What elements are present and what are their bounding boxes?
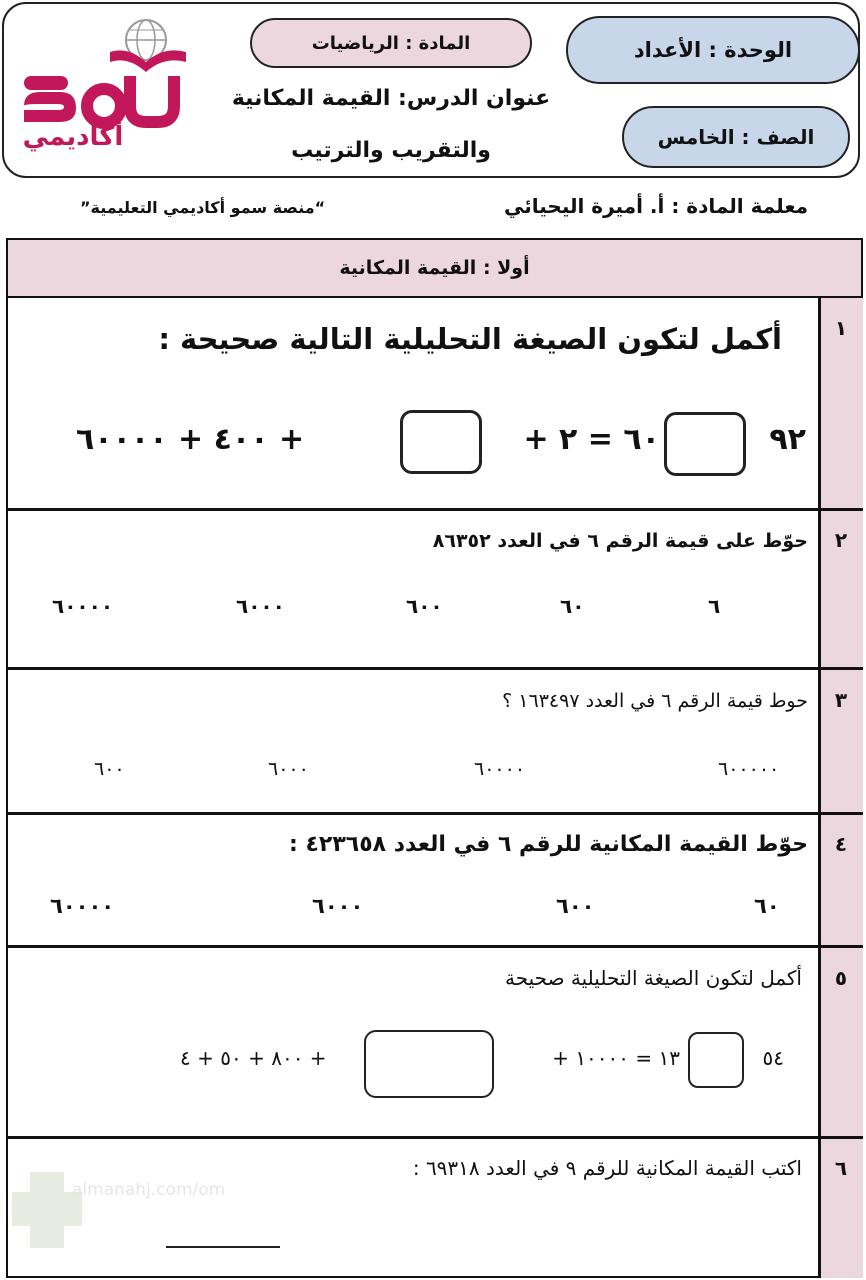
unit-pill: الوحدة : الأعداد [566, 16, 860, 84]
row-divider [6, 508, 863, 511]
question-text: أكمل لتكون الصيغة التحليلية صحيحة [504, 966, 802, 990]
subject-pill: المادة : الرياضيات [250, 18, 532, 68]
answer-line[interactable] [166, 1246, 280, 1248]
grade-pill: الصف : الخامس [622, 106, 850, 168]
answer-option[interactable]: ٦٠٠٠٠ [50, 894, 115, 918]
question-number: ٤ [834, 832, 848, 856]
row-divider [6, 667, 863, 670]
answer-option[interactable]: ٦٠ [754, 894, 780, 918]
number-column [818, 296, 863, 1278]
equation-right: + ٤٠٠ + ٦٠٠٠٠ [76, 422, 305, 457]
question-text: أكمل لتكون الصيغة التحليلية التالية صحيحة : [158, 322, 782, 356]
question-number: ٣ [834, 688, 848, 712]
answer-option[interactable]: ٦٠٠٠٠٠ [718, 758, 780, 780]
question-text: اكتب القيمة المكانية للرقم ٩ في العدد ٦٩٣١٨ : [412, 1156, 802, 1180]
answer-option[interactable]: ٦ [708, 594, 721, 618]
answer-box[interactable] [364, 1030, 494, 1098]
answer-option[interactable]: ٦٠٠٠ [268, 758, 309, 780]
answer-option[interactable]: ٦٠٠ [94, 758, 125, 780]
question-number: ٥ [834, 966, 848, 990]
lesson-title-line1: عنوان الدرس: القيمة المكانية [231, 86, 551, 111]
question-text: حوّط القيمة المكانية للرقم ٦ في العدد ٤٢٣٦٥٨ : [289, 832, 808, 857]
answer-option[interactable]: ٦٠٠٠٠ [474, 758, 526, 780]
answer-option[interactable]: ٦٠٠٠٠ [52, 594, 114, 618]
equation-left: ٥٤ [762, 1046, 784, 1070]
academy-logo [18, 10, 203, 168]
watermark-text: almanahj.com/om [72, 1180, 226, 1200]
question-text: حوط قيمة الرقم ٦ في العدد ١٦٣٤٩٧ ؟ [502, 690, 808, 712]
question-number: ٦ [834, 1156, 848, 1180]
row-divider [6, 812, 863, 815]
answer-option[interactable]: ٦٠٠ [556, 894, 595, 918]
platform-name: “منصة سمو أكاديمي التعليمية” [80, 198, 326, 217]
row-divider [6, 945, 863, 948]
answer-option[interactable]: ٦٠ [560, 594, 585, 618]
answer-box[interactable] [664, 412, 746, 476]
equation-middle: ٦٠ = ٢ + [523, 422, 660, 457]
teacher-name: معلمة المادة : أ. أميرة اليحيائي [503, 194, 808, 218]
question-number: ٢ [834, 528, 848, 552]
equation-left: ٩٢ [769, 422, 806, 457]
row-divider [6, 1136, 863, 1139]
equation-right: + ٨٠٠ + ٥٠ + ٤ [180, 1046, 327, 1070]
answer-option[interactable]: ٦٠٠٠ [312, 894, 364, 918]
section-title: أولا : القيمة المكانية [6, 238, 863, 298]
equation-middle: ١٣ = ١٠٠٠٠ + [552, 1046, 680, 1070]
question-number: ١ [834, 316, 848, 340]
answer-box[interactable] [688, 1032, 744, 1088]
answer-option[interactable]: ٦٠٠ [406, 594, 443, 618]
lesson-title-line2: والتقريب والترتيب [291, 138, 491, 163]
answer-box[interactable] [400, 410, 482, 474]
question-text: حوّط على قيمة الرقم ٦ في العدد ٨٦٣٥٢ [432, 530, 808, 552]
answer-option[interactable]: ٦٠٠٠ [236, 594, 285, 618]
logo-arabic-text: أكاديمي [22, 122, 124, 152]
